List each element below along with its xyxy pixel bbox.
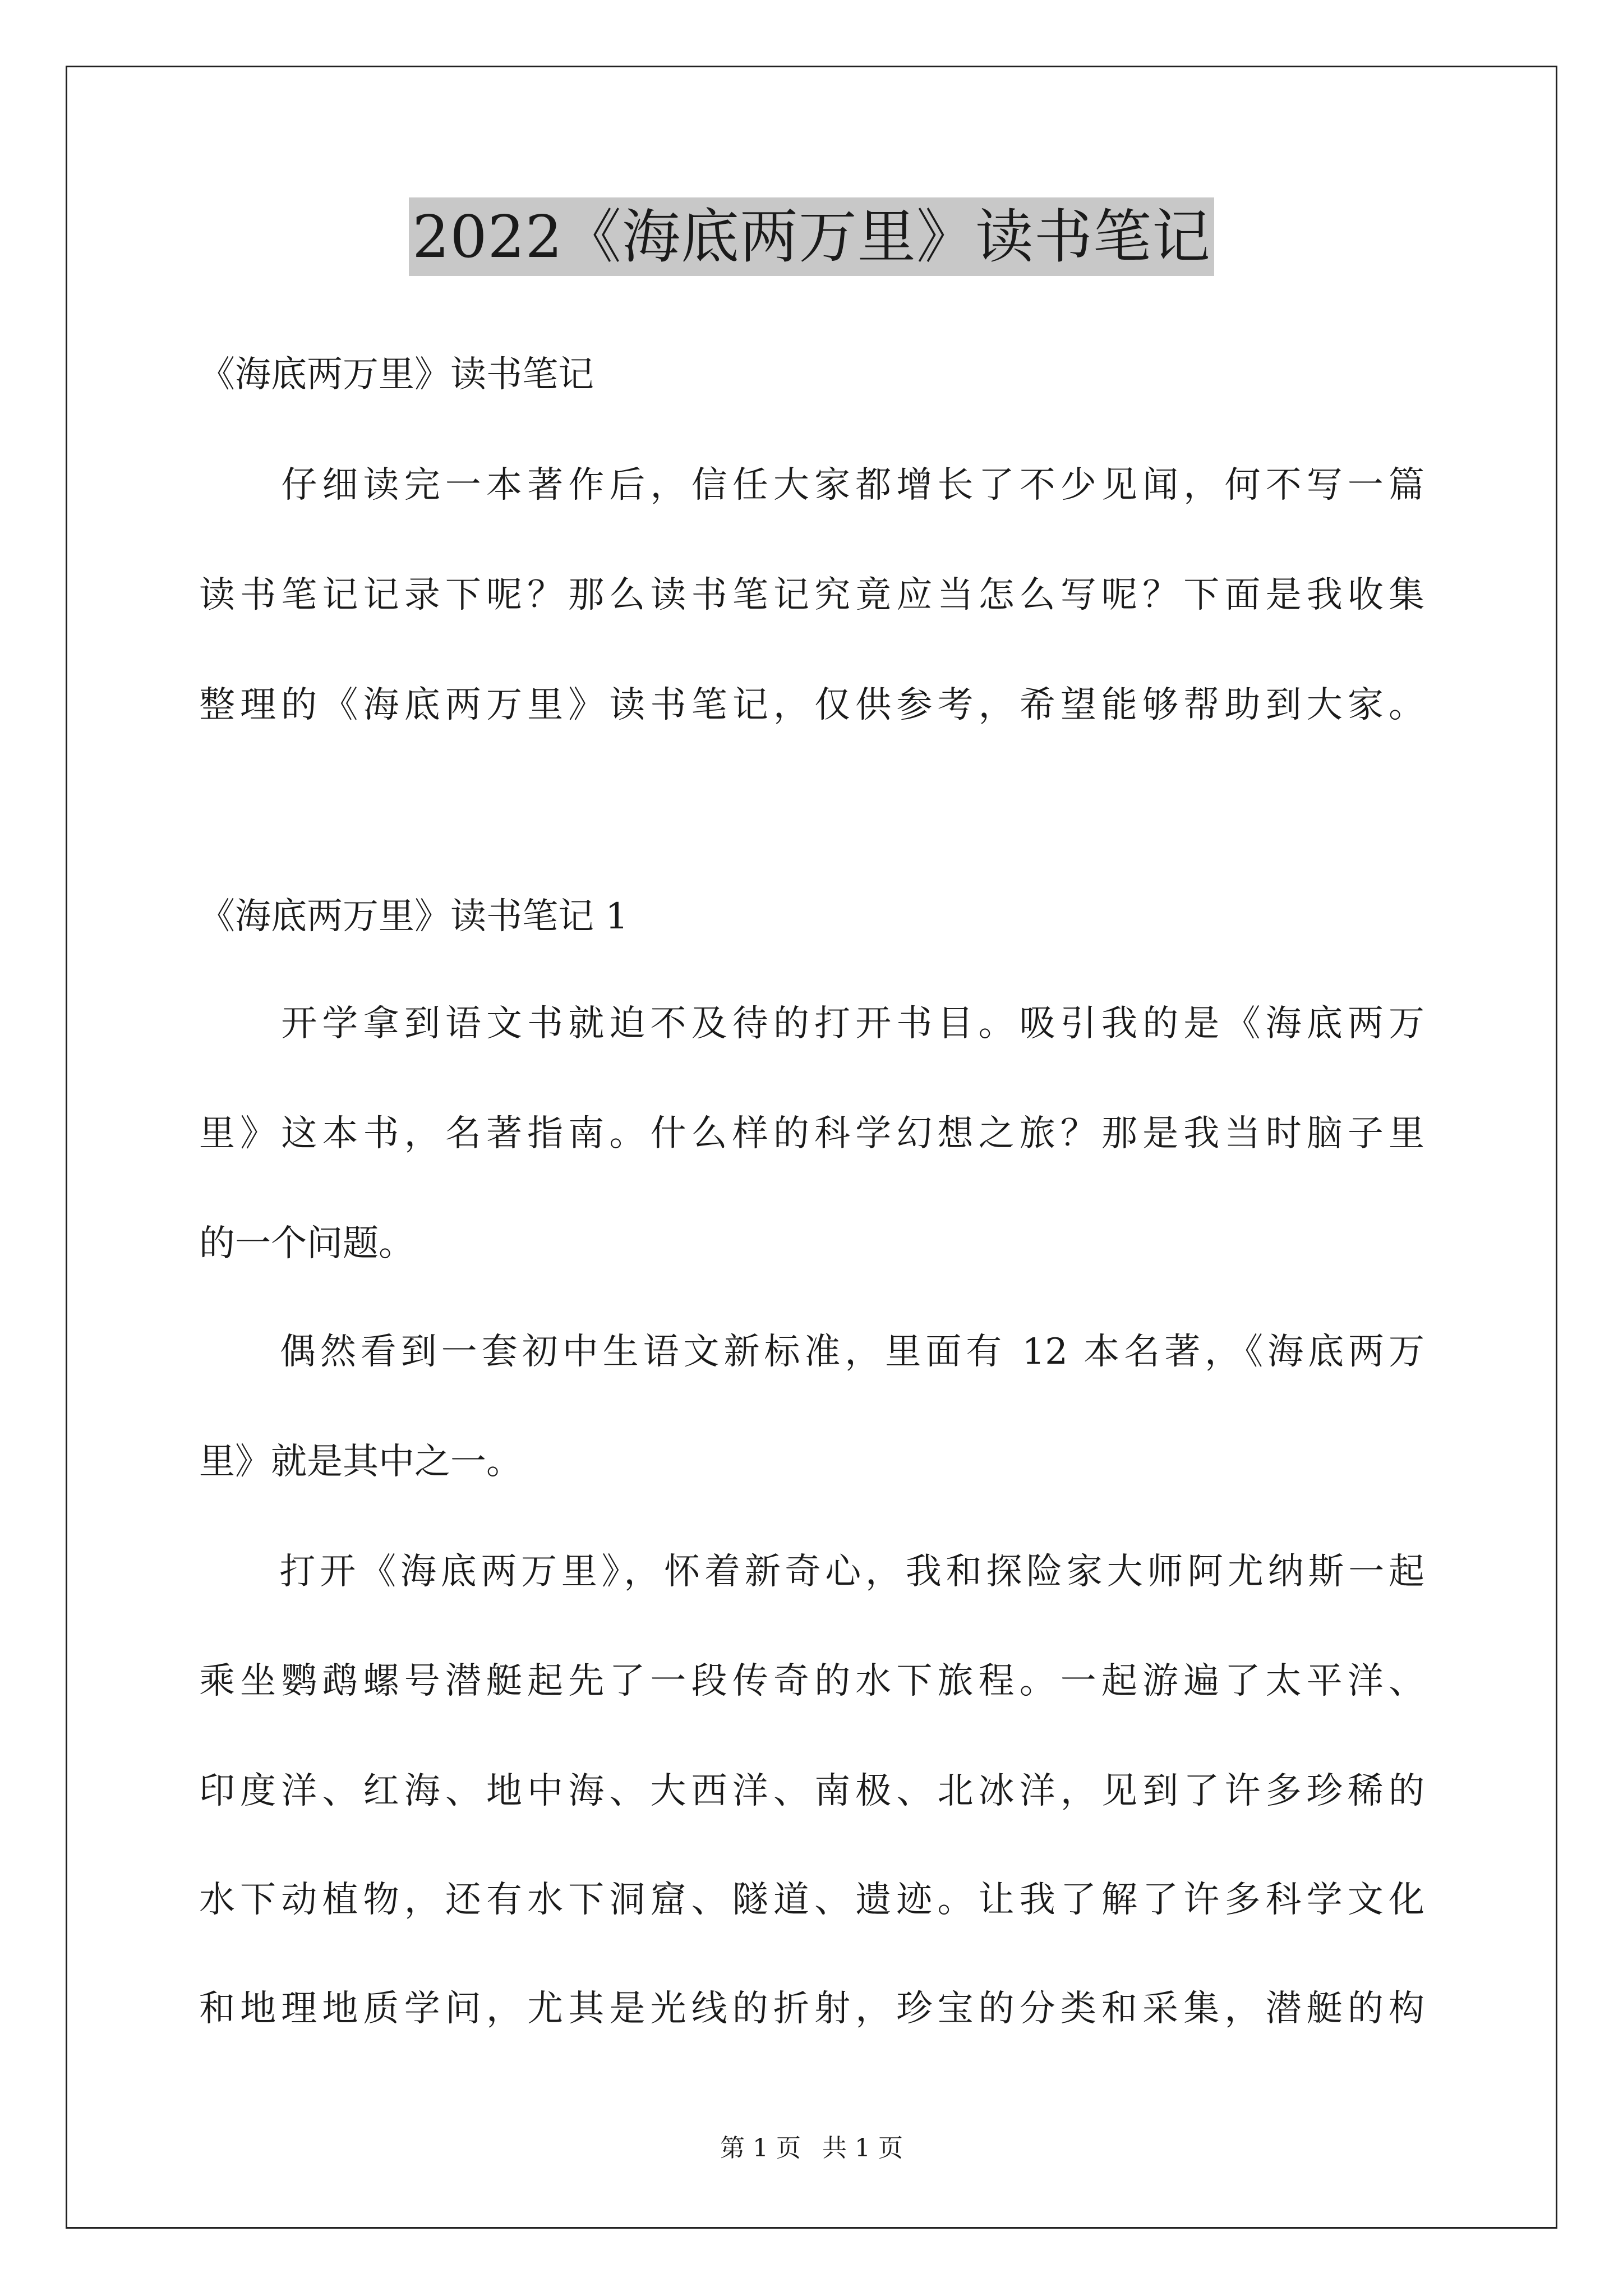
- subtitle: 《海底两万里》读书笔记: [199, 354, 594, 395]
- paragraph-line: 开学拿到语文书就迫不及待的打开书目。吸引我的是《海底两万: [199, 1003, 1424, 1045]
- page-total: 共 1 页: [822, 2134, 903, 2162]
- paragraph-line: 偶然看到一套初中生语文新标准，里面有 12 本名著，《海底两万: [199, 1331, 1424, 1373]
- title-container: [0, 197, 1623, 276]
- document-title: 2022《海底两万里》读书笔记: [409, 197, 1214, 276]
- paragraph-line: 整理的《海底两万里》读书笔记，仅供参考，希望能够帮助到大家。: [199, 684, 1424, 726]
- paragraph-line: 乘坐鹦鹉螺号潜艇起先了一段传奇的水下旅程。一起游遍了太平洋、: [199, 1660, 1424, 1702]
- paragraph-line: 仔细读完一本著作后，信任大家都增长了不少见闻，何不写一篇: [199, 464, 1424, 506]
- paragraph-line: 和地理地质学问，尤其是光线的折射，珍宝的分类和采集，潜艇的构: [199, 1988, 1424, 2030]
- paragraph-line: 水下动植物，还有水下洞窟、隧道、遗迹。让我了解了许多科学文化: [199, 1879, 1424, 1921]
- paragraph-line: 的一个问题。: [199, 1223, 414, 1264]
- paragraph-line: 里》这本书，名著指南。什么样的科学幻想之旅？那是我当时脑子里: [199, 1113, 1424, 1154]
- section-heading: 《海底两万里》读书笔记 1: [199, 896, 629, 937]
- page-footer: [0, 2132, 1623, 2165]
- paragraph-line: 读书笔记记录下呢？那么读书笔记究竟应当怎么写呢？下面是我收集: [199, 574, 1424, 616]
- page-number: 第 1 页: [720, 2134, 801, 2162]
- paragraph-line: 里》就是其中之一。: [199, 1441, 522, 1483]
- paragraph-line: 印度洋、红海、地中海、大西洋、南极、北冰洋，见到了许多珍稀的: [199, 1770, 1424, 1812]
- paragraph-line: 打开《海底两万里》，怀着新奇心，我和探险家大师阿尤纳斯一起: [199, 1551, 1424, 1593]
